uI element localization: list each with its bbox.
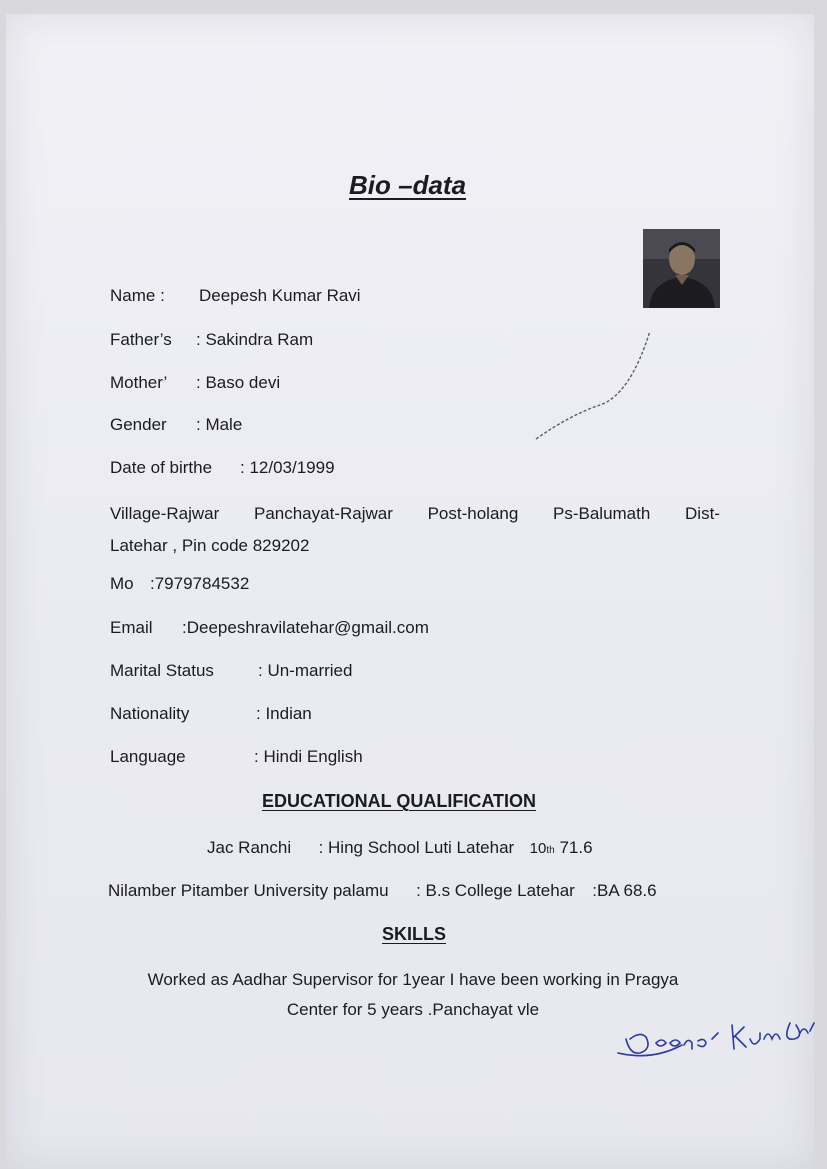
skills-line-2: Center for 5 years .Panchayat vle bbox=[286, 1000, 540, 1019]
field-dob-label: Date of birthe bbox=[110, 458, 213, 477]
field-marital bbox=[110, 661, 352, 681]
field-gender-label: Gender bbox=[110, 415, 167, 434]
skills-heading: SKILLS bbox=[382, 924, 447, 944]
field-father-label: Father’s bbox=[110, 330, 172, 349]
field-mother-value: : Baso devi bbox=[196, 373, 281, 392]
field-name bbox=[110, 286, 361, 306]
address-village: Village-Rajwar bbox=[110, 504, 220, 523]
field-name-value: Deepesh Kumar Ravi bbox=[199, 286, 361, 305]
field-father bbox=[110, 330, 313, 350]
field-language-label: Language bbox=[110, 747, 186, 766]
field-gender-value: : Male bbox=[196, 415, 243, 434]
education-row-2-board: Nilamber Pitamber University palamu bbox=[108, 881, 389, 900]
field-nationality bbox=[110, 704, 312, 724]
field-father-value: : Sakindra Ram bbox=[196, 330, 314, 349]
field-language-value: : Hindi English bbox=[254, 747, 363, 766]
signature bbox=[612, 1003, 822, 1065]
field-mother-label: Mother’ bbox=[110, 373, 168, 392]
education-row-2-class: :BA bbox=[592, 881, 619, 900]
address-ps: Ps-Balumath bbox=[553, 504, 651, 523]
field-mobile-label: Mo bbox=[110, 574, 134, 593]
address-block bbox=[110, 498, 720, 562]
field-name-label: Name : bbox=[110, 286, 165, 305]
address-line2: Latehar , Pin code 829202 bbox=[110, 536, 310, 555]
education-row-1-class-suffix: th bbox=[546, 845, 555, 856]
profile-photo bbox=[643, 229, 720, 308]
field-dob-value: : 12/03/1999 bbox=[240, 458, 335, 477]
field-email-value: :Deepeshravilatehar@gmail.com bbox=[182, 618, 429, 637]
field-marital-value: : Un-married bbox=[258, 661, 353, 680]
field-email-label: Email bbox=[110, 618, 153, 637]
field-email bbox=[110, 618, 429, 638]
field-dob bbox=[110, 458, 335, 478]
field-mother bbox=[110, 373, 280, 393]
address-post: Post-holang bbox=[427, 504, 519, 523]
field-mobile-value: :7979784532 bbox=[150, 574, 250, 593]
education-row-1-class: 10 bbox=[529, 840, 547, 857]
education-row-1 bbox=[207, 838, 593, 858]
education-row-1-score: 71.6 bbox=[559, 838, 593, 857]
field-nationality-value: : Indian bbox=[256, 704, 312, 723]
pen-mark bbox=[530, 325, 660, 445]
address-panchayat: Panchayat-Rajwar bbox=[253, 504, 393, 523]
field-nationality-label: Nationality bbox=[110, 704, 190, 723]
education-row-1-school: : Hing School Luti Latehar bbox=[318, 838, 515, 857]
skills-line-1: Worked as Aadhar Supervisor for 1year I have been working in Pragya bbox=[147, 970, 679, 989]
field-marital-label: Marital Status bbox=[110, 661, 214, 680]
education-row-2 bbox=[108, 881, 657, 901]
person-photo-icon bbox=[643, 229, 720, 308]
field-language bbox=[110, 747, 363, 767]
field-mobile bbox=[110, 574, 249, 594]
education-heading: EDUCATIONAL QUALIFICATION bbox=[262, 791, 536, 811]
education-row-2-score: 68.6 bbox=[623, 881, 657, 900]
education-row-1-board: Jac Ranchi bbox=[207, 838, 292, 857]
address-dist: Dist- bbox=[685, 504, 720, 523]
page-title: Bio –data bbox=[349, 170, 467, 200]
education-row-2-school: : B.s College Latehar bbox=[416, 881, 575, 900]
field-gender bbox=[110, 415, 242, 435]
